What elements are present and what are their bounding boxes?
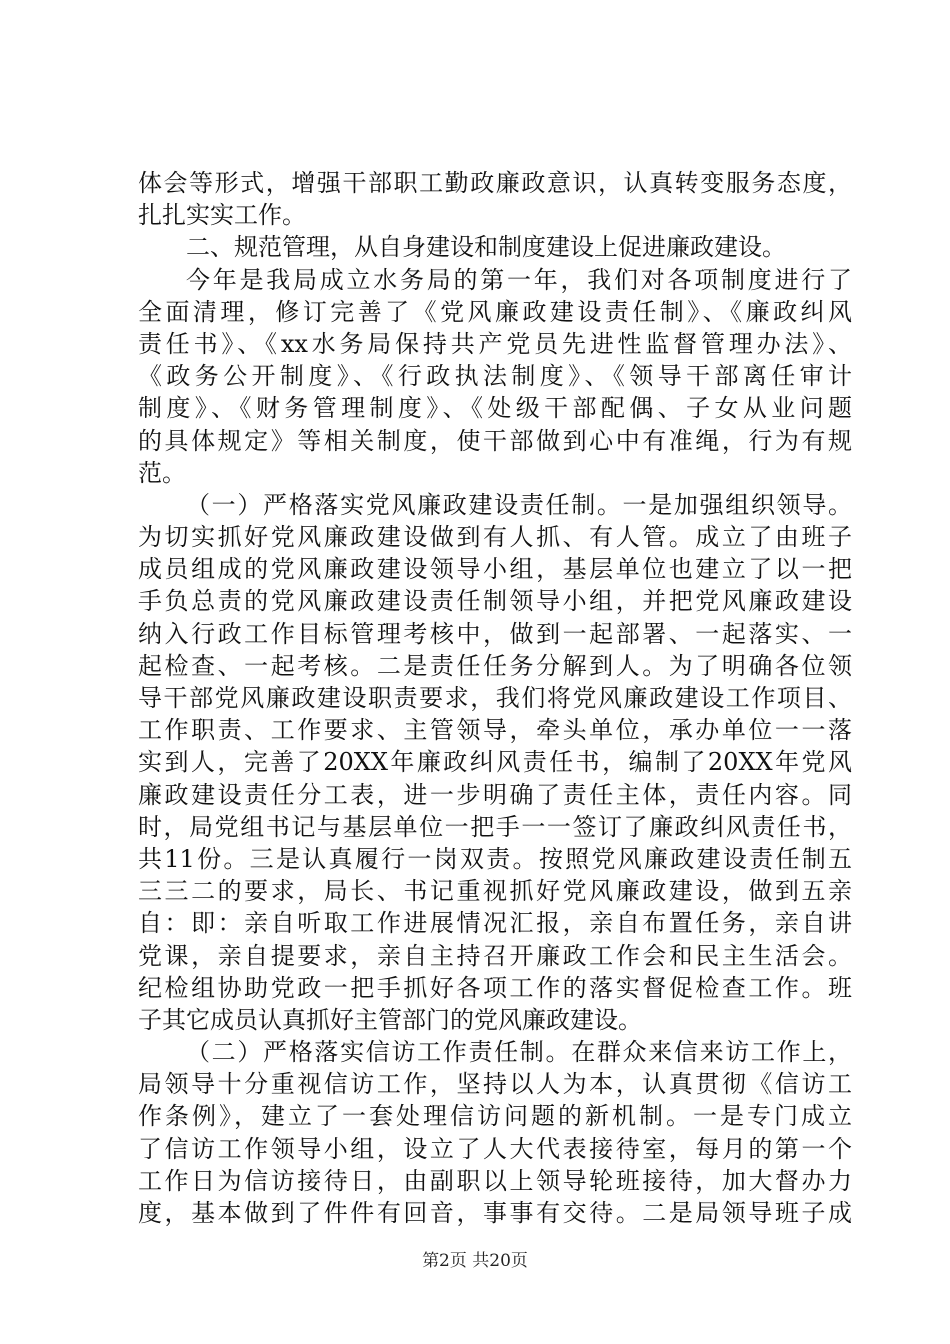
text-line: 制度》、《财务管理制度》、《处级干部配偶、子女从业问题 bbox=[138, 394, 852, 423]
text-line: 扎扎实实工作。 bbox=[138, 201, 306, 230]
text-line: 范。 bbox=[138, 458, 186, 487]
text-line: 了信访工作领导小组，设立了人大代表接待室，每月的第一个 bbox=[138, 1134, 852, 1163]
text-line: 手负总责的党风廉政建设责任制领导小组，并把党风廉政建设 bbox=[138, 587, 852, 616]
text-line: 子其它成员认真抓好主管部门的党风廉政建设。 bbox=[138, 1005, 642, 1034]
text-line: 为切实抓好党风廉政建设做到有人抓、有人管。成立了由班子 bbox=[138, 523, 852, 552]
text-line: 党课，亲自提要求，亲自主持召开廉政工作会和民主生活会。 bbox=[138, 941, 852, 970]
text-line: 导干部党风廉政建设职责要求，我们将党风廉政建设工作项目、 bbox=[138, 684, 852, 712]
text-line: 三三二的要求，局长、书记重视抓好党风廉政建设，做到五亲 bbox=[138, 877, 852, 906]
text-line: 自：即：亲自听取工作进展情况汇报，亲自布置任务，亲自讲 bbox=[138, 909, 852, 938]
text-line: 工作职责、工作要求、主管领导，牵头单位，承办单位一一落 bbox=[138, 716, 852, 745]
text-line: 工作日为信访接待日，由副职以上领导轮班接待，加大督办力 bbox=[138, 1166, 852, 1195]
text-line: 体会等形式，增强干部职工勤政廉政意识，认真转变服务态度， bbox=[138, 169, 852, 197]
text-line: 时，局党组书记与基层单位一把手一一签订了廉政纠风责任书， bbox=[138, 812, 852, 841]
text-line: 作条例》，建立了一套处理信访问题的新机制。一是专门成立 bbox=[138, 1102, 852, 1131]
text-line: 成员组成的党风廉政建设领导小组，基层单位也建立了以一把 bbox=[138, 555, 852, 584]
text-line: 共11份。三是认真履行一岗双责。按照党风廉政建设责任制五 bbox=[138, 844, 852, 873]
text-line: 起检查、一起考核。二是责任任务分解到人。为了明确各位领 bbox=[138, 651, 852, 680]
text-line: 责任书》、《xx水务局保持共产党员先进性监督管理办法》、 bbox=[138, 329, 852, 358]
page-footer: 第2页 共20页 bbox=[422, 1251, 528, 1271]
text-line: 局领导十分重视信访工作，坚持以人为本，认真贯彻《信访工 bbox=[138, 1070, 852, 1099]
text-line: 的具体规定》等相关制度，使干部做到心中有准绳，行为有规 bbox=[138, 426, 852, 455]
text-line: 度，基本做到了件件有回音，事事有交待。二是局领导班子成 bbox=[138, 1199, 852, 1227]
text-line: 二、规范管理，从自身建设和制度建设上促进廉政建设。 bbox=[186, 233, 786, 262]
text-line: 廉政建设责任分工表，进一步明确了责任主体，责任内容。同 bbox=[138, 780, 852, 809]
text-line: 今年是我局成立水务局的第一年，我们对各项制度进行了 bbox=[186, 265, 852, 294]
text-line: （一）严格落实党风廉政建设责任制。一是加强组织领导。 bbox=[186, 490, 852, 519]
text-line: 《政务公开制度》、《行政执法制度》、《领导干部离任审计 bbox=[138, 362, 852, 391]
document-body bbox=[138, 167, 852, 1229]
text-line: 全面清理，修订完善了《党风廉政建设责任制》、《廉政纠风 bbox=[138, 297, 852, 326]
text-line: 纪检组协助党政一把手抓好各项工作的落实督促检查工作。班 bbox=[138, 973, 852, 1002]
text-line: 实到人，完善了20XX年廉政纠风责任书，编制了20XX年党风 bbox=[138, 748, 852, 777]
text-line: 纳入行政工作目标管理考核中，做到一起部署、一起落实、一 bbox=[138, 619, 852, 648]
text-line: （二）严格落实信访工作责任制。在群众来信来访工作上， bbox=[186, 1038, 852, 1067]
